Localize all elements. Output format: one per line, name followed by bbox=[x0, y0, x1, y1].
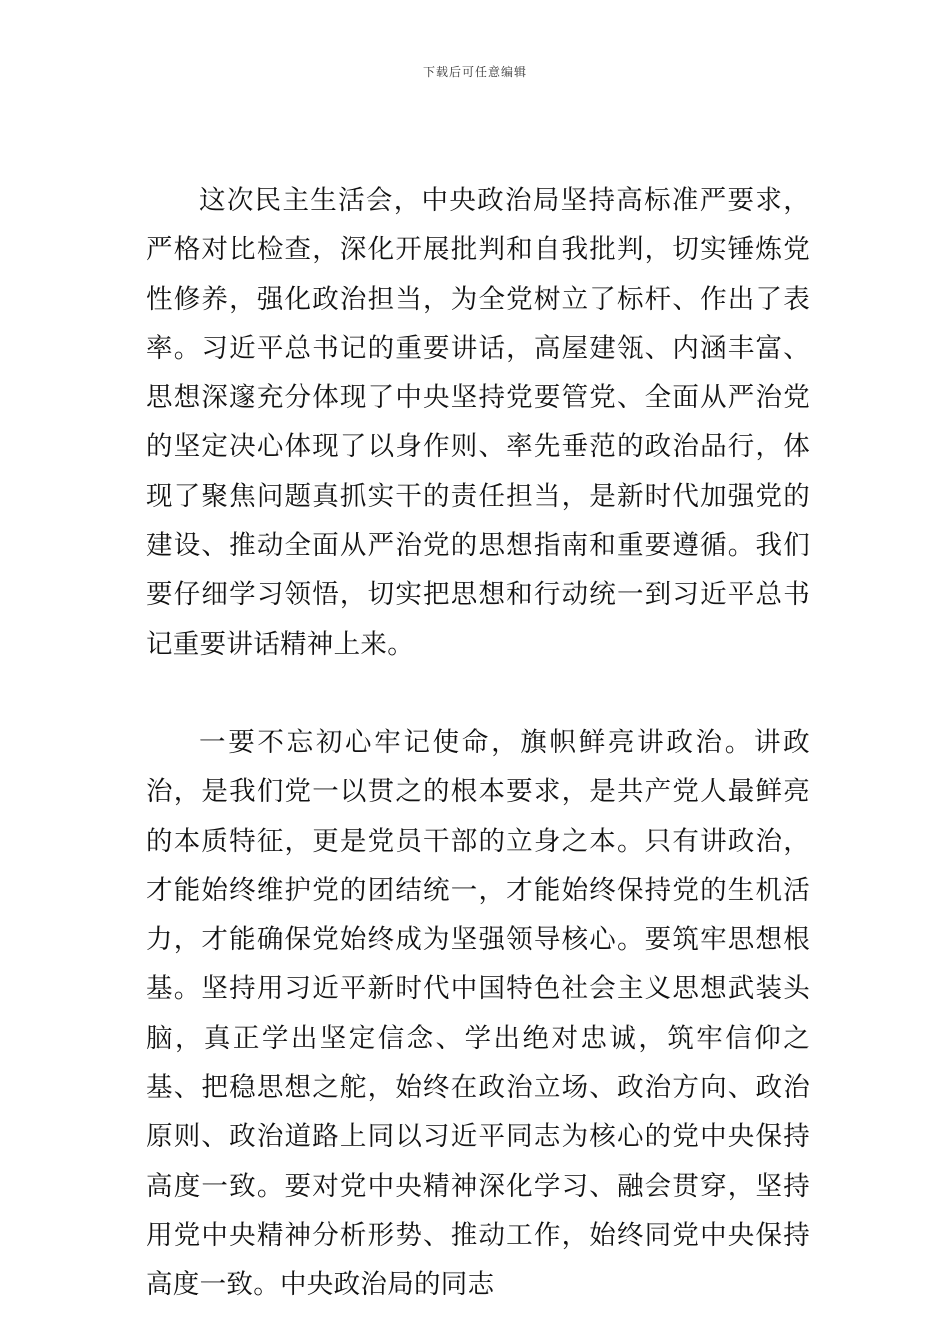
document-body bbox=[146, 176, 810, 1310]
page-header-note: 下载后可任意编辑 bbox=[422, 65, 527, 79]
paragraph-1: 这次民主生活会，中央政治局坚持高标准严要求，严格对比检查，深化开展批判和自我批判，切实锤炼党性修养，强化政治担当，为全党树立了标杆、作出了表率。习近平总书记的重要讲话，高屋建瓴、内涵丰富、思想深邃充分体现了中央坚持党要管党、全面从严治党的坚定决心体现了以身作则、率先垂范的政治品行，体现了聚焦问题真抓实干的责任担当，是新时代加强党的建设、推动全面从严治党的思想指南和重要遵循。我们要仔细学习领悟，切实把思想和行动统一到习近平总书记重要讲话精神上来。 bbox=[146, 185, 810, 660]
paragraph-2: 一要不忘初心牢记使命，旗帜鲜亮讲政治。讲政治，是我们党一以贯之的根本要求，是共产党人最鲜亮的本质特征，更是党员干部的立身之本。只有讲政治，才能始终维护党的团结统一，才能始终保持党的生机活力，才能确保党始终成为坚强领导核心。要筑牢思想根基。坚持用习近平新时代中国特色社会主义思想武装头脑，真正学出坚定信念、学出绝对忠诚，筑牢信仰之基、把稳思想之舵，始终在政治立场、政治方向、政治原则、政治道路上同以习近平同志为核心的党中央保持高度一致。要对党中央精神深化学习、融会贯穿，坚持用党中央精神分析形势、推动工作，始终同党中央保持高度一致。中央政治局的同志 bbox=[146, 726, 810, 1301]
